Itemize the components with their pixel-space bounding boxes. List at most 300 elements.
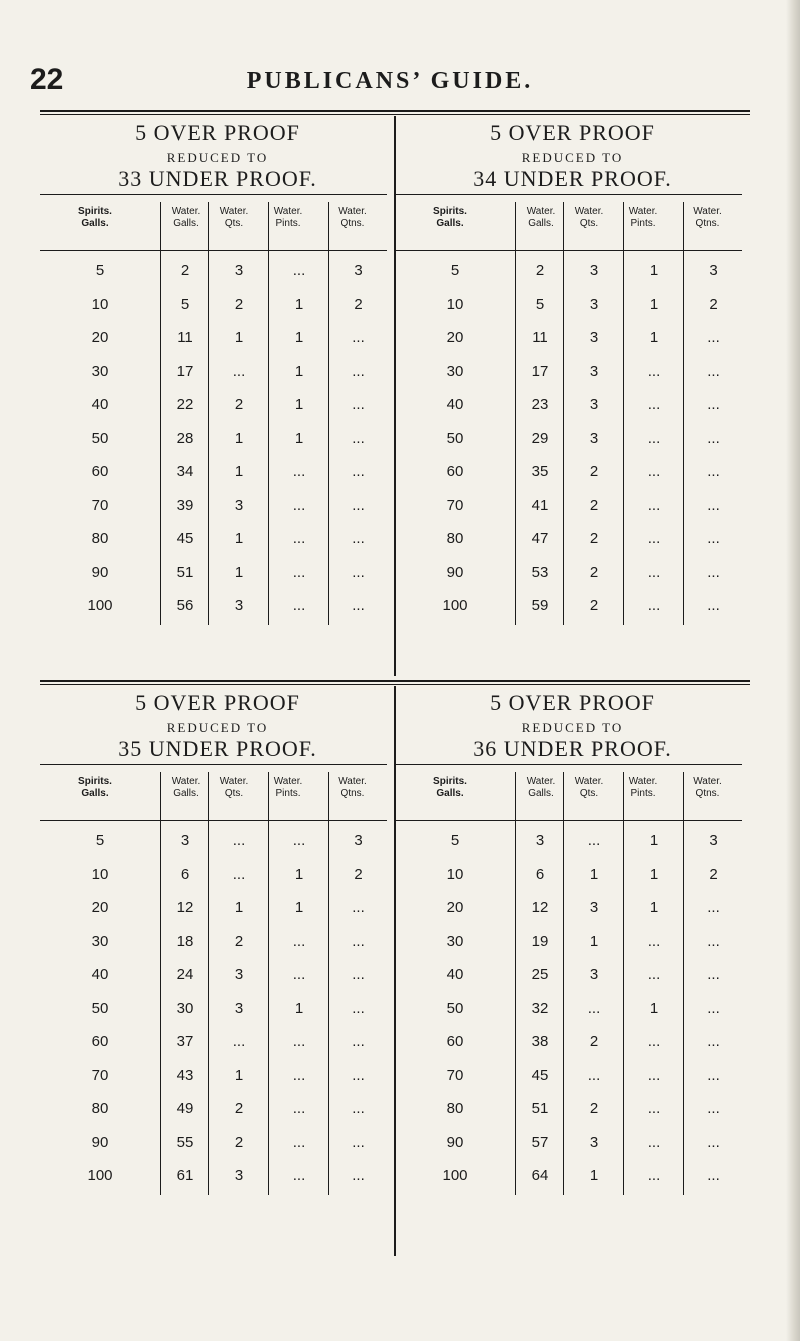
water-qts-cell: 2	[589, 563, 599, 581]
spirits-galls-cell: 60	[91, 1033, 109, 1050]
header-spirits-label: Spirits.	[78, 776, 112, 787]
water-qts-cell: 3	[234, 966, 244, 983]
header-unit-label: Pints.	[630, 788, 656, 799]
water-galls-cell: 64	[531, 1167, 549, 1184]
water-pints-cell: ...	[647, 496, 661, 514]
water-galls-cell: 51	[531, 1100, 549, 1117]
water-galls-cell: 45	[176, 530, 194, 547]
header-water-label: Water.	[574, 206, 604, 217]
spirits-galls-cell: 100	[442, 597, 468, 614]
reduction-table-33	[40, 116, 395, 676]
water-qtns-cell: ...	[352, 463, 365, 480]
water-pints-cell: ...	[292, 496, 306, 514]
water-pints-cell: ...	[292, 1033, 306, 1050]
title-over-proof: 5 OVER PROOF	[135, 690, 300, 715]
water-pints-cell: 1	[294, 429, 304, 447]
water-galls-cell: 12	[531, 899, 549, 916]
header-water-galls	[162, 206, 210, 246]
middle-rule-inner	[40, 684, 750, 685]
spirits-galls-cell: 30	[446, 362, 464, 380]
water-pints-cell: ...	[292, 597, 306, 614]
header-water-label: Water.	[273, 776, 303, 787]
water-galls-cell: 11	[177, 329, 193, 346]
water-qtns-cell: ...	[707, 899, 720, 916]
water-galls-cell: 51	[176, 563, 194, 581]
column-rule	[268, 772, 269, 1195]
water-galls-cell: 6	[535, 865, 545, 883]
spirits-galls-cell: 50	[91, 429, 109, 447]
water-pints-cell: 1	[649, 262, 659, 279]
water-qts-cell: 3	[234, 597, 244, 614]
spirits-galls-cell: 40	[91, 966, 109, 983]
water-qts-cell: 1	[589, 1167, 599, 1184]
header-water-label: Water.	[219, 206, 249, 217]
water-qts-cell: 3	[234, 496, 244, 514]
header-spirits-label: Spirits.	[433, 206, 467, 217]
header-unit-label: Qts.	[224, 788, 244, 799]
spirits-galls-cell: 50	[446, 999, 464, 1017]
top-rule-inner	[40, 114, 750, 115]
spirits-galls-cell: 50	[446, 429, 464, 447]
water-galls-cell: 41	[531, 496, 549, 514]
water-qtns-cell: ...	[352, 530, 365, 547]
spirits-galls-cell: 50	[91, 999, 109, 1017]
water-pints-cell: ...	[292, 1167, 306, 1184]
header-rule	[40, 250, 387, 251]
water-galls-cell: 30	[176, 999, 194, 1017]
water-qts-cell: 2	[589, 463, 599, 480]
running-title: PUBLICANS’ GUIDE.	[246, 68, 534, 94]
water-qtns-cell: ...	[352, 1167, 365, 1184]
water-pints-cell: ...	[647, 1133, 661, 1151]
water-qtns-cell: ...	[707, 362, 720, 380]
water-qtns-cell: ...	[707, 1100, 720, 1117]
water-qts-cell: 1	[589, 932, 599, 950]
water-pints-cell: ...	[292, 1066, 306, 1084]
water-qts-cell: 2	[589, 496, 599, 514]
water-galls-cell: 23	[531, 396, 549, 413]
spirits-galls-cell: 60	[91, 463, 109, 480]
header-water-qts	[210, 206, 258, 246]
water-pints-cell: ...	[647, 932, 661, 950]
water-pints-cell: ...	[647, 429, 661, 447]
water-galls-cell: 17	[176, 362, 194, 380]
header-water-label: Water.	[693, 206, 722, 217]
page-header	[30, 62, 750, 102]
water-qtns-cell: ...	[707, 966, 720, 983]
water-pints-cell: ...	[647, 1100, 661, 1117]
water-galls-cell: 49	[176, 1100, 194, 1117]
water-galls-cell: 2	[180, 262, 190, 279]
water-pints-cell: ...	[292, 530, 306, 547]
water-galls-cell: 43	[176, 1066, 194, 1084]
water-pints-cell: ...	[292, 463, 306, 480]
spirits-galls-cell: 30	[91, 362, 109, 380]
water-qtns-cell: ...	[352, 597, 365, 614]
water-qts-cell: ...	[587, 999, 601, 1017]
header-water-galls	[517, 206, 565, 246]
spirits-galls-cell: 5	[450, 832, 460, 849]
water-pints-cell: 1	[649, 295, 659, 313]
spirits-galls-cell: 20	[91, 899, 109, 916]
header-unit-label: Pints.	[275, 218, 301, 229]
water-galls-cell: 29	[531, 429, 549, 447]
header-unit-label: Galls.	[436, 218, 464, 229]
header-water-label: Water.	[526, 776, 556, 787]
header-water-label: Water.	[171, 776, 201, 787]
water-galls-cell: 19	[531, 932, 549, 950]
water-qts-cell: ...	[232, 362, 246, 380]
spirits-galls-cell: 70	[91, 1066, 109, 1084]
water-qts-cell: 1	[234, 463, 244, 480]
water-qtns-cell: ...	[352, 496, 365, 514]
title-reduced-to: REDUCED TO	[166, 150, 269, 165]
water-qts-cell: ...	[587, 832, 601, 849]
water-pints-cell: ...	[647, 396, 661, 413]
table-title	[40, 116, 395, 194]
table-block-lower	[40, 686, 750, 1256]
water-qtns-cell: ...	[707, 496, 720, 514]
water-qts-cell: 3	[589, 1133, 599, 1151]
column-rule	[683, 202, 684, 625]
header-water-label: Water.	[628, 776, 658, 787]
header-unit-label: Galls.	[436, 788, 464, 799]
title-over-proof: 5 OVER PROOF	[490, 120, 655, 145]
water-pints-cell: ...	[647, 966, 661, 983]
spirits-galls-cell: 80	[446, 1100, 464, 1117]
water-galls-cell: 22	[176, 396, 194, 413]
water-galls-cell: 17	[531, 362, 549, 380]
header-rule	[40, 820, 387, 821]
water-qts-cell: 1	[234, 899, 244, 916]
header-water-galls	[517, 776, 565, 816]
water-qts-cell: 2	[234, 1133, 244, 1151]
page-number: 22	[30, 63, 64, 96]
water-qts-cell: ...	[232, 865, 246, 883]
water-pints-cell: ...	[292, 1133, 306, 1151]
header-water-label: Water.	[273, 206, 303, 217]
water-galls-cell: 34	[176, 463, 194, 480]
spirits-galls-cell: 40	[446, 966, 464, 983]
column-rule	[160, 772, 161, 1195]
water-qts-cell: 1	[234, 563, 244, 581]
water-qtns-cell: ...	[707, 396, 720, 413]
water-pints-cell: ...	[292, 1100, 306, 1117]
water-qts-cell: 2	[234, 1100, 244, 1117]
spirits-galls-cell: 60	[446, 1033, 464, 1050]
water-pints-cell: 1	[294, 329, 304, 346]
spirits-galls-cell: 10	[91, 865, 109, 883]
water-qtns-cell: 3	[354, 832, 363, 849]
spirits-galls-cell: 10	[446, 295, 464, 313]
water-galls-cell: 56	[176, 597, 194, 614]
header-water-label: Water.	[526, 206, 556, 217]
water-pints-cell: 1	[294, 295, 304, 313]
water-galls-cell: 38	[531, 1033, 549, 1050]
column-rule	[563, 202, 564, 625]
water-pints-cell: 1	[649, 999, 659, 1017]
water-qtns-cell: 2	[354, 295, 363, 313]
water-pints-cell: 1	[649, 832, 659, 849]
water-qts-cell: 2	[589, 597, 599, 614]
table-title	[395, 686, 750, 764]
water-pints-cell: ...	[647, 597, 661, 614]
water-qts-cell: 3	[234, 999, 244, 1017]
water-qts-cell: 2	[234, 295, 244, 313]
header-rule	[395, 250, 742, 251]
spirits-galls-cell: 40	[91, 396, 109, 413]
water-pints-cell: ...	[647, 463, 661, 480]
water-qtns-cell: 3	[709, 832, 718, 849]
water-qts-cell: 3	[589, 329, 599, 346]
title-over-proof: 5 OVER PROOF	[490, 690, 655, 715]
water-qts-cell: 3	[589, 262, 599, 279]
spirits-galls-cell: 60	[446, 463, 464, 480]
water-pints-cell: ...	[292, 932, 306, 950]
water-galls-cell: 5	[180, 295, 190, 313]
water-qtns-cell: ...	[352, 932, 365, 950]
water-qtns-cell: ...	[352, 1133, 365, 1151]
water-galls-cell: 6	[180, 865, 190, 883]
water-qtns-cell: 3	[709, 262, 718, 279]
water-pints-cell: 1	[649, 865, 659, 883]
table-block-upper	[40, 116, 750, 676]
header-unit-label: Qts.	[224, 218, 244, 229]
header-spirits-label: Spirits.	[78, 206, 112, 217]
water-qtns-cell: ...	[707, 1133, 720, 1151]
water-qtns-cell: ...	[707, 463, 720, 480]
water-qts-cell: 3	[589, 429, 599, 447]
spirits-galls-cell: 30	[446, 932, 464, 950]
water-galls-cell: 18	[176, 932, 194, 950]
spirits-galls-cell: 10	[91, 295, 109, 313]
title-under-proof: 35 UNDER PROOF.	[118, 736, 317, 761]
water-pints-cell: ...	[292, 832, 306, 849]
water-qts-cell: 3	[234, 262, 244, 279]
water-qts-cell: 2	[589, 1100, 599, 1117]
header-water-qts	[565, 776, 613, 816]
header-spirits-label: Spirits.	[433, 776, 467, 787]
water-qts-cell: 1	[234, 1066, 244, 1084]
spirits-galls-cell: 100	[442, 1167, 468, 1184]
spirits-galls-cell: 20	[446, 899, 464, 916]
column-rule	[208, 772, 209, 1195]
water-pints-cell: ...	[292, 966, 306, 983]
header-water-pints	[258, 776, 318, 816]
water-qtns-cell: ...	[352, 999, 365, 1017]
water-galls-cell: 57	[531, 1133, 549, 1151]
water-qts-cell: 2	[589, 1033, 599, 1050]
header-rule	[395, 820, 742, 821]
column-rule	[160, 202, 161, 625]
water-qts-cell: 3	[234, 1167, 244, 1184]
water-galls-cell: 24	[176, 966, 194, 983]
water-qtns-cell: ...	[352, 563, 365, 581]
title-reduced-to: REDUCED TO	[166, 720, 269, 735]
water-pints-cell: 1	[649, 329, 659, 346]
table-title	[40, 686, 395, 764]
water-qtns-cell: ...	[707, 999, 720, 1017]
water-galls-cell: 61	[176, 1167, 194, 1184]
top-rule	[40, 110, 750, 112]
water-galls-cell: 47	[531, 530, 549, 547]
water-qtns-cell: 3	[354, 262, 363, 279]
column-rule	[515, 772, 516, 1195]
spirits-galls-cell: 100	[87, 597, 113, 614]
water-galls-cell: 3	[180, 832, 190, 849]
water-qts-cell: ...	[232, 832, 246, 849]
header-water-galls	[162, 776, 210, 816]
spirits-galls-cell: 80	[91, 1100, 109, 1117]
water-galls-cell: 35	[531, 463, 549, 480]
spirits-galls-cell: 100	[87, 1167, 113, 1184]
water-qtns-cell: ...	[707, 932, 720, 950]
header-unit-label: Galls.	[528, 218, 554, 229]
water-pints-cell: ...	[647, 362, 661, 380]
water-qts-cell: 2	[234, 396, 244, 413]
header-unit-label: Qtns.	[340, 218, 365, 229]
water-pints-cell: 1	[294, 362, 304, 380]
water-galls-cell: 45	[531, 1066, 549, 1084]
header-unit-label: Galls.	[81, 788, 109, 799]
title-underline	[395, 764, 742, 765]
header-unit-label: Qts.	[579, 218, 599, 229]
water-qts-cell: ...	[232, 1033, 246, 1050]
spirits-galls-cell: 90	[446, 563, 464, 581]
water-qtns-cell: ...	[352, 966, 365, 983]
water-galls-cell: 53	[531, 563, 549, 581]
water-qts-cell: 1	[234, 530, 244, 547]
spirits-galls-cell: 80	[91, 530, 109, 547]
header-water-qts	[210, 776, 258, 816]
header-water-label: Water.	[171, 206, 201, 217]
spirits-galls-cell: 70	[91, 496, 109, 514]
column-rule	[328, 202, 329, 625]
header-water-label: Water.	[693, 776, 722, 787]
spirits-galls-cell: 5	[450, 262, 460, 279]
header-unit-label: Galls.	[173, 788, 199, 799]
header-unit-label: Galls.	[81, 218, 109, 229]
water-galls-cell: 25	[531, 966, 549, 983]
header-unit-label: Pints.	[630, 218, 656, 229]
reduction-table-34	[395, 116, 750, 676]
water-qtns-cell: ...	[352, 1100, 365, 1117]
header-water-pints	[613, 776, 673, 816]
water-pints-cell: ...	[292, 563, 306, 581]
header-unit-label: Pints.	[275, 788, 301, 799]
header-water-label: Water.	[338, 206, 367, 217]
middle-rule	[40, 680, 750, 682]
water-qtns-cell: ...	[707, 1167, 720, 1184]
column-rule	[683, 772, 684, 1195]
water-galls-cell: 39	[176, 496, 194, 514]
spirits-galls-cell: 90	[91, 563, 109, 581]
water-qts-cell: 1	[234, 329, 244, 346]
water-galls-cell: 11	[532, 329, 548, 346]
header-spirits	[40, 776, 150, 816]
water-qtns-cell: ...	[707, 530, 720, 547]
water-pints-cell: ...	[647, 563, 661, 581]
title-reduced-to: REDUCED TO	[521, 150, 624, 165]
water-qtns-cell: ...	[707, 329, 720, 346]
water-qts-cell: 1	[589, 865, 599, 883]
spirits-galls-cell: 10	[446, 865, 464, 883]
reduction-table-36	[395, 686, 750, 1256]
header-unit-label: Qtns.	[340, 788, 365, 799]
water-pints-cell: 1	[294, 396, 304, 413]
water-qtns-cell: ...	[707, 597, 720, 614]
header-water-label: Water.	[219, 776, 249, 787]
spirits-galls-cell: 5	[95, 832, 105, 849]
water-qts-cell: 2	[234, 932, 244, 950]
column-rule	[623, 772, 624, 1195]
spirits-galls-cell: 70	[446, 1066, 464, 1084]
header-water-label: Water.	[574, 776, 604, 787]
water-qtns-cell: ...	[352, 429, 365, 447]
spirits-galls-cell: 20	[446, 329, 464, 346]
column-rule	[328, 772, 329, 1195]
title-under-proof: 33 UNDER PROOF.	[118, 166, 317, 191]
water-qts-cell: 2	[589, 530, 599, 547]
water-pints-cell: ...	[647, 1066, 661, 1084]
water-qtns-cell: ...	[352, 1066, 365, 1084]
water-qtns-cell: 2	[709, 865, 718, 883]
spirits-galls-cell: 90	[446, 1133, 464, 1151]
water-galls-cell: 3	[535, 832, 545, 849]
water-qts-cell: 3	[589, 966, 599, 983]
water-galls-cell: 12	[176, 899, 194, 916]
spirits-galls-cell: 5	[95, 262, 105, 279]
header-spirits	[395, 206, 505, 246]
column-rule	[623, 202, 624, 625]
header-water-qts	[565, 206, 613, 246]
water-qtns-cell: ...	[707, 563, 720, 581]
title-underline	[395, 194, 742, 195]
title-underline	[40, 764, 387, 765]
page-spine-shadow	[786, 0, 800, 1341]
water-qts-cell: 3	[589, 362, 599, 380]
column-rule	[268, 202, 269, 625]
water-qtns-cell: ...	[352, 899, 365, 916]
water-pints-cell: ...	[647, 1033, 661, 1050]
column-rule	[515, 202, 516, 625]
header-unit-label: Qts.	[579, 788, 599, 799]
water-qts-cell: 3	[589, 295, 599, 313]
water-galls-cell: 32	[531, 999, 549, 1017]
spirits-galls-cell: 80	[446, 530, 464, 547]
water-qtns-cell: 2	[709, 295, 718, 313]
water-qtns-cell: ...	[352, 362, 365, 380]
title-under-proof: 36 UNDER PROOF.	[473, 736, 672, 761]
water-pints-cell: 1	[294, 999, 304, 1017]
header-water-pints	[613, 206, 673, 246]
header-unit-label: Galls.	[173, 218, 199, 229]
header-unit-label: Galls.	[528, 788, 554, 799]
header-spirits	[40, 206, 150, 246]
water-qtns-cell: ...	[707, 1066, 720, 1084]
water-galls-cell: 59	[531, 597, 549, 614]
title-over-proof: 5 OVER PROOF	[135, 120, 300, 145]
water-qtns-cell: 2	[354, 865, 363, 883]
water-galls-cell: 2	[535, 262, 545, 279]
water-qtns-cell: ...	[707, 429, 720, 447]
title-reduced-to: REDUCED TO	[521, 720, 624, 735]
water-qtns-cell: ...	[352, 1033, 365, 1050]
title-under-proof: 34 UNDER PROOF.	[473, 166, 672, 191]
water-qts-cell: ...	[587, 1066, 601, 1084]
water-qtns-cell: ...	[352, 329, 365, 346]
spirits-galls-cell: 30	[91, 932, 109, 950]
